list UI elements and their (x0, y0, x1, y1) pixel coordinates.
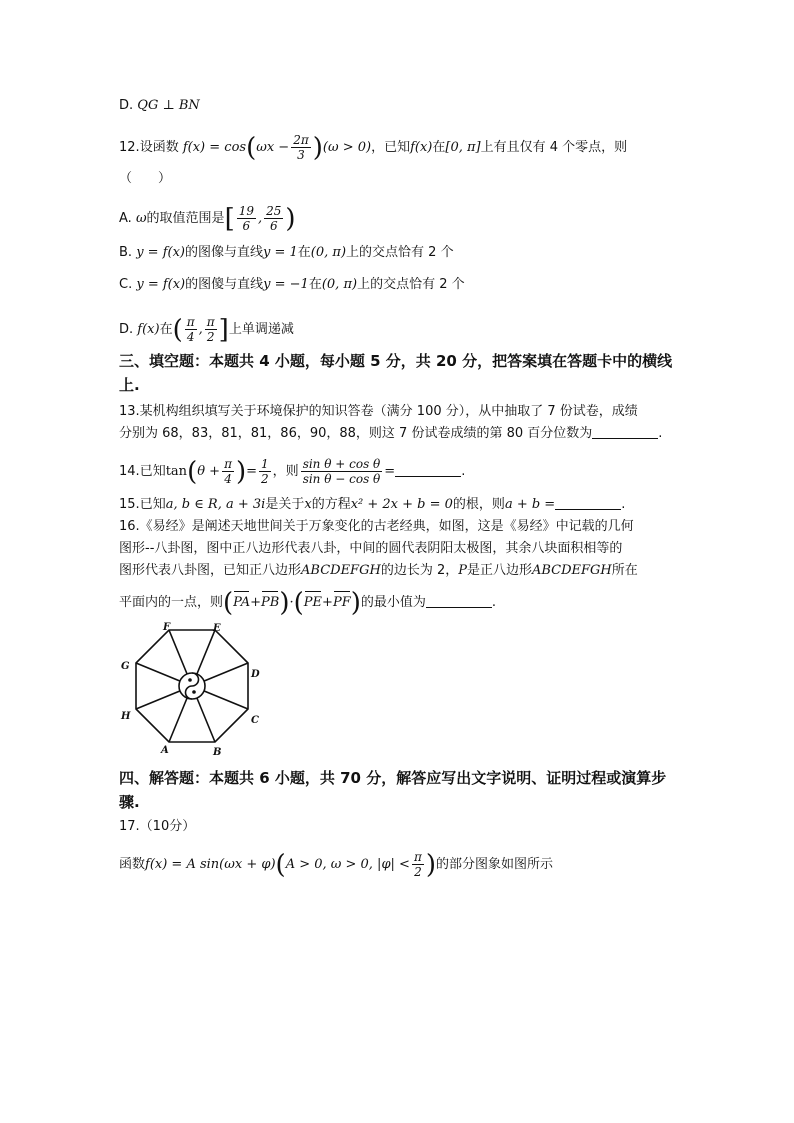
section-4-heading: 四、解答题：本题共 6 小题，共 70 分，解答应写出文字说明、证明过程或演算步骤. (119, 769, 667, 811)
q13-line-2: 分别为 68，83，81，81，86，90，88，则这 7 份试卷成绩的第 80 百分位数为 . (119, 426, 663, 441)
answer-blank (555, 495, 621, 510)
q15: 15.已知a, b ∈ R, a + 3i是关于x的方程x² + 2x + b = 0的根，则a + b = . (119, 497, 626, 512)
q16-line-4: 平面内的一点，则(PA+PB)·(PE+PF)的最小值为 . (119, 588, 497, 618)
q17-stem: 函数f(x) = A sin(ωx + φ)(A > 0, ω > 0, |φ| < $\frac{\pi}{2}$ )的部分图象如图所示 (119, 850, 554, 880)
q12-fraction: $\frac{2\pi}{3}$ (293, 133, 309, 162)
vertex-label-d: D (251, 669, 260, 680)
section-3-heading: 三、填空题：本题共 4 小题，每小题 5 分，共 20 分，把答案填在答题卡中的横线上. (119, 352, 673, 394)
q12-option-b: B. y = f(x)的图像与直线y = 1在(0, π)上的交点恰有 2 个 (119, 245, 454, 260)
vertex-label-a: A (161, 745, 169, 755)
q12-stem: 12.设函数 f(x) = cos(ωx − $\frac{2\pi}{3}$ )(ω > 0)，已知f(x)在[0, π]上有且仅有 4 个零点，则 (119, 133, 628, 163)
q17-number: 17.（10分） (119, 819, 196, 834)
vertex-label-h: H (121, 711, 131, 722)
answer-blank (592, 424, 658, 439)
q12-paren: （ ） (119, 171, 172, 186)
q13-line-1: 13.某机构组织填写关于环境保护的知识答卷（满分 100 分），从中抽取了 7 份试卷，成绩 (119, 404, 638, 419)
vertex-label-f: F (163, 622, 171, 633)
q16-line-1: 16.《易经》是阐述天地世间关于万象变化的古老经典，如图，这是《易经》中记载的几何 (119, 519, 634, 534)
bagua-octagon-figure (117, 620, 267, 755)
q12-option-d: D. f(x)在( $\frac{\pi}{4}$ , $\frac{\pi}{2}$ ]上单调递减 (119, 315, 294, 345)
vertex-label-b: B (213, 747, 222, 755)
q12-option-a: A. ω的取值范围是[ $\frac{19}{6}$ , $\frac{25}{6}$ ) (119, 204, 296, 234)
vertex-label-c: C (251, 715, 259, 726)
answer-blank (395, 462, 461, 477)
vertex-label-e: E (213, 623, 221, 634)
q11-option-d: D. QG ⊥ BN (119, 98, 200, 113)
answer-blank (426, 593, 492, 608)
vertex-label-g: G (121, 661, 130, 672)
q14: 14.已知tan(θ + $\frac{\pi}{4}$ )= $\frac{1}{2}$ ，则 $\frac{\text{sin θ + cos θ}}{\text{sin θ − cos θ}}$ = . (119, 457, 466, 487)
q12-option-c: C. y = f(x)的图傻与直线y = −1在(0, π)上的交点恰有 2 个 (119, 277, 465, 292)
q16-line-3: 图形代表八卦图，已知正八边形ABCDEFGH的边长为 2，P是正八边形ABCDEFGH所在 (119, 563, 638, 578)
q16-line-2: 图形--八卦图，图中正八边形代表八卦，中间的圆代表阴阳太极图，其余八块面积相等的 (119, 541, 623, 556)
